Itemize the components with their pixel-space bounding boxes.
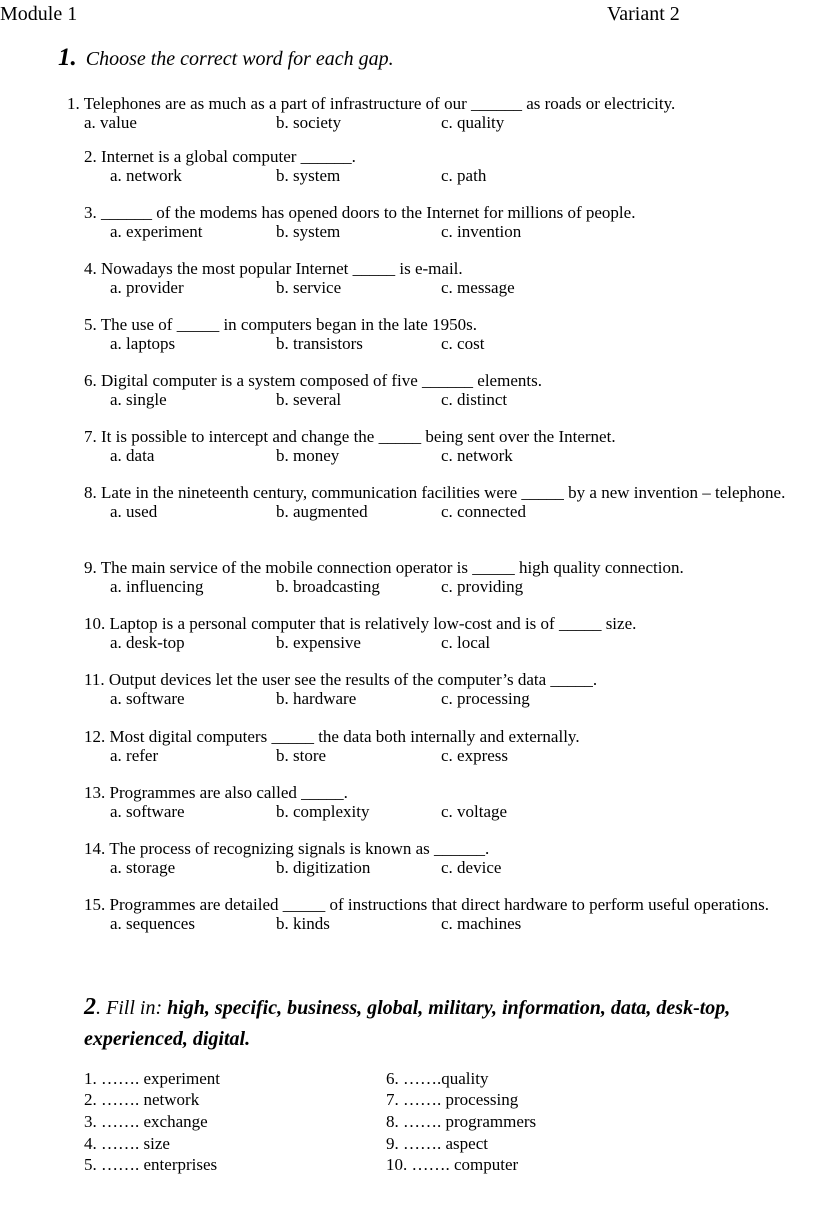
option-a: a. network: [110, 165, 182, 185]
fill-item-10: 10. ……. computer: [386, 1155, 519, 1174]
question-7: [84, 428, 789, 466]
question-stem: 10. Laptop is a personal computer that is relatively low-cost and is of _____ size.: [84, 614, 637, 633]
section2-prefix: . Fill in:: [96, 997, 168, 1019]
option-b: b. augmented: [276, 501, 368, 521]
question-stem: 2. Internet is a global computer ______.: [84, 147, 356, 166]
variant-label: Variant 2: [607, 3, 680, 25]
option-c: c. voltage: [441, 801, 508, 821]
fill-item-8: 8. ……. programmers: [386, 1112, 537, 1131]
option-b: b. kinds: [276, 913, 330, 933]
question-stem: 9. The main service of the mobile connection operator is _____ high quality connection.: [84, 558, 684, 577]
option-a: a. influencing: [110, 576, 204, 596]
question-stem: 14. The process of recognizing signals is known as ______.: [84, 839, 490, 858]
question-9: [84, 559, 789, 597]
option-c: c. cost: [441, 333, 485, 353]
question-10: [84, 615, 789, 653]
option-b: b. store: [276, 745, 327, 765]
question-6: [84, 372, 789, 410]
option-c: c. local: [441, 632, 491, 652]
option-b: b. broadcasting: [276, 576, 380, 596]
option-c: c. providing: [441, 576, 524, 596]
fill-item-4: 4. ……. size: [84, 1134, 170, 1153]
fill-item-9: 9. ……. aspect: [386, 1134, 488, 1153]
section2-title: [84, 992, 804, 1055]
option-c: c. quality: [441, 112, 505, 132]
option-a: a. sequences: [110, 913, 195, 933]
option-b: b. system: [276, 165, 341, 185]
question-stem: 15. Programmes are detailed _____ of instructions that direct hardware to perform useful operations.: [84, 895, 769, 914]
option-b: b. society: [276, 112, 342, 132]
section2-word-bank: high, specific, business, global, military, information, data, desk-top, experienced, digital.: [84, 997, 731, 1050]
fill-item-3: 3. ……. exchange: [84, 1112, 208, 1131]
question-14: [84, 840, 789, 878]
section1-number: 1.: [58, 44, 77, 71]
option-c: c. invention: [441, 221, 522, 241]
option-c: c. device: [441, 857, 502, 877]
option-a: a. laptops: [110, 333, 176, 353]
question-15: [84, 896, 789, 934]
option-b: b. money: [276, 445, 340, 465]
option-a: a. used: [110, 501, 158, 521]
fill-item-2: 2. ……. network: [84, 1090, 200, 1109]
fill-item-5: 5. ……. enterprises: [84, 1155, 218, 1174]
option-a: a. data: [110, 445, 155, 465]
option-b: b. complexity: [276, 801, 370, 821]
option-c: c. express: [441, 745, 509, 765]
option-b: b. expensive: [276, 632, 361, 652]
fill-item-6: 6. …….quality: [386, 1069, 489, 1088]
option-c: c. path: [441, 165, 487, 185]
option-c: c. processing: [441, 688, 530, 708]
option-a: a. provider: [110, 277, 184, 297]
question-13: [84, 784, 789, 822]
question-3: [84, 204, 789, 242]
question-stem: 1. Telephones are as much as a part of infrastructure of our ______ as roads or electricity.: [67, 94, 676, 113]
question-4: [84, 260, 789, 298]
question-stem: 4. Nowadays the most popular Internet _____ is e-mail.: [84, 259, 463, 278]
option-a: a. software: [110, 801, 185, 821]
question-stem: 8. Late in the nineteenth century, communication facilities were _____ by a new invention – telephone.: [84, 483, 786, 502]
option-b: b. digitization: [276, 857, 371, 877]
question-stem: 6. Digital computer is a system composed of five ______ elements.: [84, 371, 542, 390]
question-stem: 13. Programmes are also called _____.: [84, 783, 348, 802]
option-c: c. distinct: [441, 389, 508, 409]
option-b: b. several: [276, 389, 342, 409]
option-a: a. experiment: [110, 221, 203, 241]
question-11: [84, 671, 789, 709]
option-c: c. machines: [441, 913, 522, 933]
option-a: a. desk-top: [110, 632, 185, 652]
option-c: c. network: [441, 445, 513, 465]
question-2: [84, 148, 789, 186]
question-stem: 3. ______ of the modems has opened doors to the Internet for millions of people.: [84, 203, 636, 222]
question-1: [67, 94, 789, 133]
question-stem: 7. It is possible to intercept and change the _____ being sent over the Internet.: [84, 427, 616, 446]
option-b: b. transistors: [276, 333, 363, 353]
option-c: c. connected: [441, 501, 526, 521]
option-b: b. hardware: [276, 688, 357, 708]
section2-number: 2: [84, 994, 96, 1020]
fill-item-1: 1. ……. experiment: [84, 1069, 220, 1088]
section1-instruction: Choose the correct word for each gap.: [85, 48, 394, 70]
question-8: [84, 484, 789, 522]
question-12: [84, 728, 789, 766]
option-a: a. software: [110, 688, 185, 708]
section1-title: [58, 44, 394, 72]
question-stem: 5. The use of _____ in computers began in the late 1950s.: [84, 315, 477, 334]
option-c: c. message: [441, 277, 515, 297]
module-label: Module 1: [0, 3, 78, 25]
option-a: a. refer: [110, 745, 159, 765]
option-b: b. service: [276, 277, 342, 297]
option-b: b. system: [276, 221, 341, 241]
question-5: [84, 316, 789, 354]
fill-item-7: 7. ……. processing: [386, 1090, 519, 1109]
question-stem: 11. Output devices let the user see the results of the computer’s data _____.: [84, 670, 598, 689]
question-stem: 12. Most digital computers _____ the data both internally and externally.: [84, 727, 580, 746]
option-a: a. storage: [110, 857, 176, 877]
option-a: a. value: [84, 112, 137, 132]
option-a: a. single: [110, 389, 167, 409]
